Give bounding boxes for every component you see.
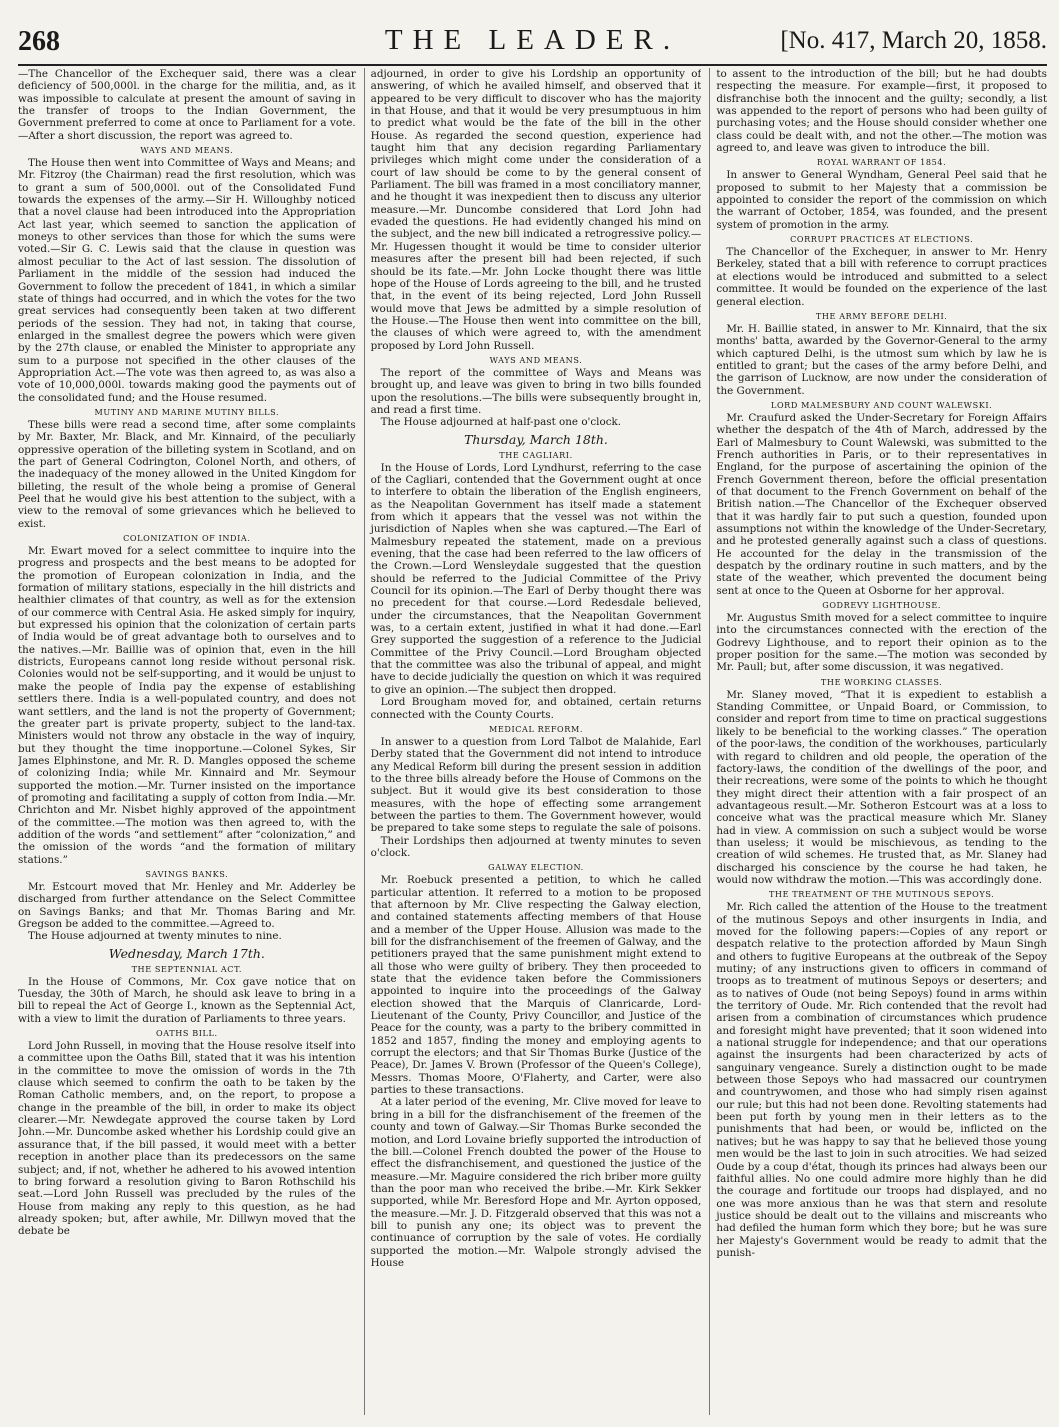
section-heading: SAVINGS BANKS. (145, 868, 229, 879)
section-heading: OATHS BILL. (155, 1028, 218, 1039)
paragraph: In the House of Lords, Lord Lyndhurst, referring to the case of the Cagliari, contended that the Government ought at once to interfere to obtain the liberation of the English engineers, as the Neapolitan Government has itself made a statement from which it appears that the vessel was not within the jurisdiction of Naples when she was captured.—The Earl of Malmesbury repeated the statement, made on a previous evening, that the case had been referred to the law officers of the Crown.—Lord Wensleydale suggested that the question should be referred to the Judicial Committee of the Privy Council for its opinion.—The Earl of Derby thought there was no precedent for that course.—Lord Redesdale believed, under the circumstances, that the Neapolitan Government was, to a certain extent, justified in what it had done.—Earl Grey supported the suggestion of a reference to the Judicial Committee of the Privy Council.—Lord Brougham objected that the committee was also the tribunal of appeal, and might have to decide judicially the question on which it was required to give an opinion.—The subject then dropped. (370, 461, 702, 696)
paragraph: The Chancellor of the Exchequer, in answer to Mr. Henry Berkeley, stated that a bill with reference to corrupt practices at elections would be introduced and submitted to a select committee. It would be founded on the experience of the last general election. (716, 246, 1047, 308)
paragraph: —The Chancellor of the Exchequer said, there was a clear deficiency of 500,000l. in the charge for the militia, and, as it was impossible to calculate at present the amount of saving in the transfer of troops to the Indian Government, the Government preferred to come at once to Parliament for a vote.—After a short discussion, the report was agreed to. (18, 68, 356, 142)
section-heading: COLONIZATION OF INDIA. (123, 533, 251, 544)
paragraph: Lord John Russell, in moving that the House resolve itself into a committee upon the Oaths Bill, stated that it was his intention in the committee to move the omission of words in the 7th clause which seemed to confirm the oath to be taken by the Roman Catholic members, and, on the report, to propose a change in the preamble of the bill, in order to make its object clearer.—Mr. Newdegate approved the course taken by Lord John.—Mr. Duncombe asked whether his Lordship could give an assurance that, if the bill passed, it would meet with a better reception in another place than its predecessors on the same subject; and, if not, whether he adhered to his avowed intention to bring forward a resolution giving to Baron Rothschild his seat.—Lord John Russell was precluded by the rules of the House from making any reply to this question, as he had already spoken; but, after awhile, Mr. Dillwyn moved that the debate be (18, 1040, 356, 1238)
section-heading: LORD MALMESBURY AND COUNT WALEWSKI. (770, 399, 993, 410)
paragraph: The House adjourned at half-past one o'clock. (380, 416, 622, 429)
section-heading: WAYS AND MEANS. (489, 354, 583, 365)
paragraph: Mr. Slaney moved, “That it is expedient to establish a Standing Committee, or Unpaid Board, or Commission, to consider and report from time to time on practical suggestions likely to be beneficial to the working classes.” The operation of the poor-laws, the condition of the workhouses, particularly with regard to children and old people, the operation of the factory-laws, the condition of the dwellings of the poor, and their recreations, were some of the points to which he thought they might direct their attention with a fair prospect of an advantageous result.—Mr. Sotheron Estcourt was at a loss to conceive what was the practical measure which Mr. Slaney had in view. A commission on such a subject would be worse than useless; it would be mischievous, as tending to the creation of wild schemes. He trusted that, as Mr. Slaney had discharged his conscience by the course he had taken, he would now withdraw the motion.—This was accordingly done. (716, 688, 1047, 886)
paragraph: These bills were read a second time, after some complaints by Mr. Baxter, Mr. Black, and Mr. Kinnaird, of the peculiarly oppressive operation of the billeting system in Scotland, and on the part of General Codrington, Colonel North, and others, of the inadequacy of the money allowed in the United Kingdom for billeting, the result of the whole being a promise of General Peel that he would give his best attention to the subject, with a view to the removal of some grievances which he believed to exist. (18, 418, 356, 530)
section-heading: THE WORKING CLASSES. (820, 676, 943, 687)
section-heading: THE CAGLIARI. (499, 449, 573, 460)
section-heading: MEDICAL REFORM. (488, 723, 584, 734)
column-3 (709, 68, 1047, 1415)
paragraph: Mr. Estcourt moved that Mr. Henley and Mr. Adderley be discharged from further attendance on the Select Committee on Savings Banks; and that Mr. Thomas Baring and Mr. Gregson be added to the committee.—Agreed to. (18, 880, 356, 930)
section-heading: THE TREATMENT OF THE MUTINOUS SEPOYS. (768, 889, 995, 900)
paragraph: The House then went into Committee of Ways and Means; and Mr. Fitzroy (the Chairman) read the first resolution, which was to grant a sum of 500,000l. out of the Consolidated Fund towards the expenses of the army.—Sir H. Willoughby noticed that a novel clause had been introduced into the Appropriation Act last year, which seemed to sanction the application of moneys to other services than those for which the sums were voted.—Sir G. C. Lewis said that the clause in question was almost peculiar to the Act of last session. The dissolution of Parliament in the middle of the session had induced the Government to follow the precedent of 1841, in which a similar state of things had occurred, and in which the votes for the two great services had consequently been taken at two different periods of the session. They had not, in taking that course, enlarged in the smallest degree the powers which were given by the 27th clause, or enabled the Minister to appropriate any sum to a purpose not specified in the other clauses of the Appropriation Act.—The vote was then agreed to, as was also a vote of 10,000,000l. towards making good the payments out of the consolidated fund; and the House resumed. (18, 157, 356, 404)
paragraph: Mr. Craufurd asked the Under-Secretary for Foreign Affairs whether the despatch of the 4th of March, addressed by the Earl of Malmesbury to Count Walewski, was submitted to the French authorities in Paris, or to their representatives in England, for the purpose of ascertaining the opinion of the French Government thereon, before the official presentation of that document to the French Government on behalf of the British nation.—The Chancellor of the Exchequer observed that it was hardly fair to put such a question, founded upon assumptions not within the knowledge of the Under-Secretary, and he protested generally against such a class of questions. He accounted for the delay in the transmission of the despatch by the ordinary routine in such matters, and by the state of the weather, which prevented the document being sent at once to the Queen at Osborne for her approval. (716, 411, 1047, 597)
column-2 (364, 68, 702, 1415)
paragraph: Mr. Rich called the attention of the House to the treatment of the mutinous Sepoys and other insurgents in India, and moved for the following papers:—Copies of any report or despatch relative to the protection afforded by Maun Singh and others to fugitive Europeans at the outbreak of the Sepoy mutiny; of any instructions given to officers in command of troops as to treatment of mutinous Sepoys or deserters; and as to natives of Oude (not being Sepoys) found in arms within the territory of Oude. Mr. Rich contended that the revolt had arisen from a combination of circumstances which prudence and foresight might have prevented; that it soon widened into a national struggle for independence; and that our operations against the insurgents had been characterized by acts of sanguinary vengeance. Surely a distinction ought to be made between those Sepoys who had massacred our countrymen and countrywomen, and those who had simply risen against our rule; but this had not been done. Revolting statements had been put forth by young men in their letters as to the punishments that had been, or would be, inflicted on the natives; but he was happy to say that he believed those young men would be the last to join in such atrocities. We had seized Oude by a coup d'état, though its princes had always been our faithful allies. No one could admire more highly than he did the courage and fortitude our troops had displayed, and no one was more anxious than he was that stern and resolute justice should be dealt out to the villains and miscreants who had defiled the human form which they bore; but he was sure her Majesty's Government would be ready to admit that the punish- (716, 901, 1047, 1259)
paragraph: Lord Brougham moved for, and obtained, certain returns connected with the County Courts. (370, 696, 702, 721)
paragraph: In answer to General Wyndham, General Peel said that he proposed to submit to her Majesty that a commission be appointed to consider the report of the commission on which the warrant of October, 1854, was founded, and the present system of promotion in the army. (716, 169, 1047, 231)
column-1 (18, 68, 356, 1415)
date-heading: Thursday, March 18th. (464, 431, 608, 447)
paragraph: Mr. Augustus Smith moved for a select committee to inquire into the circumstances connected with the erection of the Godrevy Lighthouse, and to report their opinion as to the proper position for the same.—The motion was seconded by Mr. Paull; but, after some discussion, it was negatived. (716, 612, 1047, 674)
section-heading: ROYAL WARRANT OF 1854. (817, 157, 947, 168)
section-heading: CORRUPT PRACTICES AT ELECTIONS. (790, 234, 974, 245)
issue-info: [No. 417, March 20, 1858. (780, 27, 1047, 54)
section-heading: THE ARMY BEFORE DELHI. (815, 310, 948, 321)
masthead (18, 16, 1047, 66)
section-heading: WAYS AND MEANS. (140, 145, 234, 156)
date-heading: Wednesday, March 17th. (108, 945, 265, 961)
paragraph: The report of the committee of Ways and Means was brought up, and leave was given to bring in two bills founded upon the resolutions.—The bills were subsequently brought in, and read a first time. (370, 366, 702, 416)
page-number: 268 (18, 26, 60, 57)
section-heading: GODREVY LIGHTHOUSE. (822, 600, 942, 611)
section-heading: GALWAY ELECTION. (488, 862, 584, 873)
paragraph: In the House of Commons, Mr. Cox gave notice that on Tuesday, the 30th of March, he should ask leave to bring in a bill to repeal the Act of George I., known as the Septennial Act, with a view to limit the duration of Parliaments to three years. (18, 975, 356, 1025)
paragraph: adjourned, in order to give his Lordship an opportunity of answering, of which he availed himself, and observed that it appeared to be very difficult to discover who has the majority in that House, and that it would be very presumptuous in him to predict what would be the fate of the bill in the other House. As regarded the second question, experience had taught him that any decision regarding Parliamentary privileges which might come under the consideration of a court of law should be come to by the general consent of Parliament. The bill was framed in a most conciliatory manner, and he thought it was inexpedient then to discuss any ulterior measure.—Mr. Duncombe considered that Lord John had evaded the questions. He had evidently changed his mind on the subject, and the new bill indicated a retrogressive policy.—Mr. Hugessen thought it would be time to consider ulterior measures after the present bill had been rejected, if such should be its fate.—Mr. John Locke thought there was little hope of the House of Lords agreeing to the bill, and he trusted that, in the event of its being rejected, Lord John Russell would move that Jews be admitted by a simple resolution of the House.—The House then went into committee on the bill, the clauses of which were agreed to, with the amendment proposed by Lord John Russell. (370, 68, 702, 352)
newspaper-title: THE LEADER. (384, 24, 681, 56)
paragraph: Mr. Ewart moved for a select committee to inquire into the progress and prospects and the best means to be adopted for the promotion of European colonization in India, and the formation of military stations, especially in the hill districts and healthier climates of that country, as well as for the extension of our commerce with Central Asia. He asked simply for inquiry, but expressed his opinion that the colonization of certain parts of India would be of great advantage both to ourselves and to the natives.—Mr. Baillie was of opinion that, even in the hill districts, Europeans cannot long reside without personal risk. Colonies would not be self-supporting, and it would be unjust to make the people of India pay the expense of establishing settlers there. India is a well-populated country, and does not want settlers, and the land is not the property of Government; the greater part is private property, subject to the land-tax. Ministers would not throw any obstacle in the way of inquiry, but they thought the time inopportune.—Colonel Sykes, Sir James Elphinstone, and Mr. R. D. Mangles opposed the scheme of colonizing India; while Mr. Kinnaird and Mr. Seymour supported the motion.—Mr. Turner insisted on the importance of promoting and facilitating a supply of cotton from India.—Mr. Chrichton and Mr. Nisbet highly approved of the appointment of the committee.—The motion was then agreed to, with the addition of the words “and settlement” after “colonization,” and the omission of the words “and the formation of military stations.” (18, 545, 356, 866)
paragraph: In answer to a question from Lord Talbot de Malahide, Earl Derby stated that the Government did not intend to introduce any Medical Reform bill during the present session in addition to the three bills already before the House of Commons on the subject. But it would give its best consideration to those measures, with the hope of effecting some arrangement between the parties to them. The Government however, would be prepared to take some steps to regulate the sale of poisons. (370, 735, 702, 835)
section-heading: THE SEPTENNIAL ACT. (131, 963, 243, 974)
paragraph: Their Lordships then adjourned at twenty minutes to seven o'clock. (370, 834, 702, 859)
section-heading: MUTINY AND MARINE MUTINY BILLS. (94, 406, 280, 417)
article-columns (18, 68, 1047, 1415)
paragraph: At a later period of the evening, Mr. Clive moved for leave to bring in a bill for the disfranchisement of the freemen of the county and town of Galway.—Sir Thomas Burke seconded the motion, and Lord Lovaine briefly supported the introduction of the bill.—Colonel French doubted the power of the House to effect the disfranchisement, and questioned the justice of the measure.—Mr. Maguire considered the rich briber more guilty than the poor man who received the bribe.—Mr. Kirk Sekker supported, while Mr. Beresford Hope and Mr. Ayrton opposed, the measure.—Mr. J. D. Fitzgerald observed that this was not a bill to punish any one; its object was to prevent the continuance of corruption by the sale of votes. He cordially supported the motion.—Mr. Walpole strongly advised the House (370, 1096, 702, 1269)
paragraph: The House adjourned at twenty minutes to nine. (28, 930, 282, 943)
paragraph: to assent to the introduction of the bill; but he had doubts respecting the measure. For example—first, it proposed to disfranchise both the innocent and the guilty; secondly, a list was appended to the report of persons who had been guilty of purchasing votes; and the House should consider whether one class could be dealt with, and not the other.—The motion was agreed to, and leave was given to introduce the bill. (716, 68, 1047, 155)
paragraph: Mr. H. Baillie stated, in answer to Mr. Kinnaird, that the six months' batta, awarded by the Governor-General to the army which captured Delhi, is the utmost sum which by law he is entitled to grant; but the cases of the army before Delhi, and the garrison of Lucknow, are now under the consideration of the Government. (716, 322, 1047, 397)
paragraph: Mr. Roebuck presented a petition, to which he called particular attention. It referred to a motion to be proposed that afternoon by Mr. Clive respecting the Galway election, and contained statements affecting members of that House and a member of the Upper House. Allusion was made to the bill for the disfranchisement of the freemen of Galway, and the petitioners prayed that the same punishment might extend to all those who were guilty of bribery. They then proceeded to state that the evidence taken before the Commissioners appointed to inquire into the proceedings of the Galway election showed that the Marquis of Clanricarde, Lord-Lieutenant of the County, Privy Councillor, and Justice of the Peace for the county, was a party to the bribery committed in 1852 and 1857, finding the money and employing agents to corrupt the electors; and that Sir Thomas Burke (Justice of the Peace), Dr. James V. Brown (Professor of the Queen's College), Messrs. Thomas Moore, O'Flaherty, and Carter, were also parties to these transactions. (370, 874, 702, 1097)
